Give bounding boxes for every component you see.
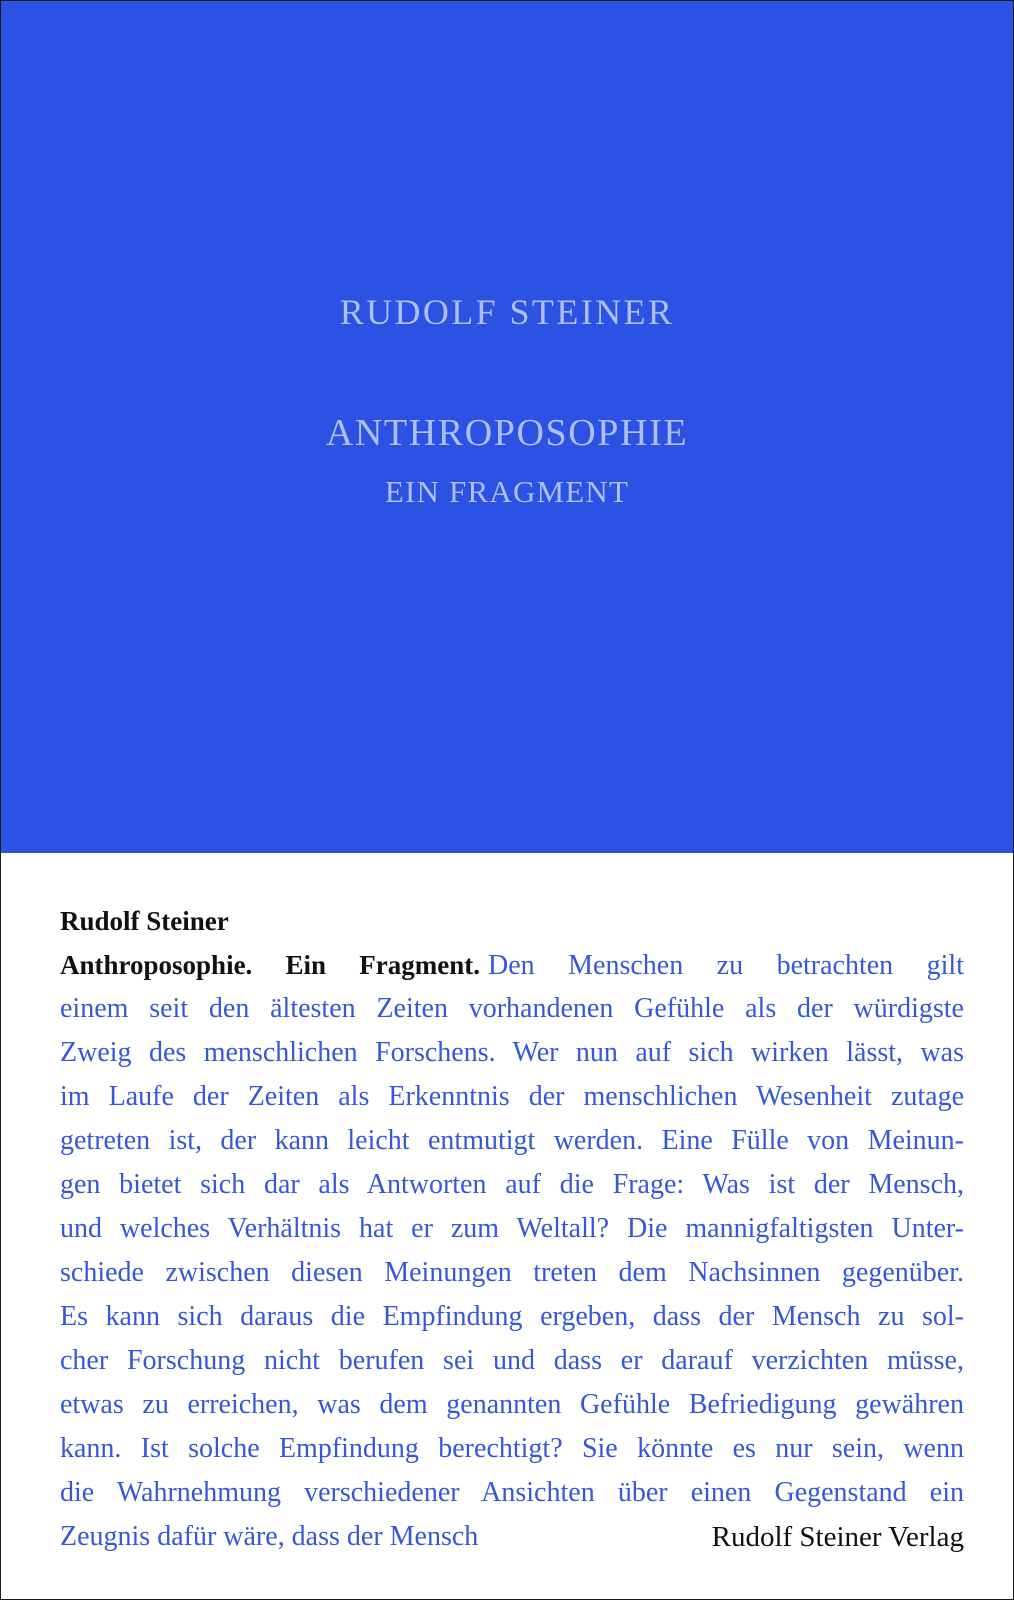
blurb-line: gen bietet sich dar als Antworten auf die Frage: Was ist der Mensch, (60, 1169, 964, 1200)
blurb-line (60, 1515, 964, 1559)
blurb-line: Anthroposophie. Ein Fragment. Den Menschen zu betrachten gilt (60, 950, 964, 981)
blurb-line: Zweig des menschlichen Forschens. Wer nun auf sich wirken lässt, was (60, 1037, 964, 1068)
cover-subtitle: EIN FRAGMENT (384, 474, 630, 509)
blurb-line: im Laufe der Zeiten als Erkenntnis der menschlichen Wesenheit zutage (60, 1081, 964, 1112)
blurb-line: einem seit den ältesten Zeiten vorhandenen Gefühle als der würdigste (60, 993, 964, 1024)
blurb-line: Es kann sich daraus die Empfindung ergeben, dass der Mensch zu sol- (60, 1301, 964, 1332)
blurb-line: cher Forschung nicht berufen sei und dass er darauf verzichten müsse, (60, 1345, 964, 1376)
blurb-line: die Wahrnehmung verschiedener Ansichten über einen Gegenstand ein (60, 1477, 964, 1508)
cover-color-panel (1, 1, 1013, 853)
blurb-last-text: Zeugnis dafür wäre, dass der Mensch (60, 1521, 479, 1552)
cover-author: RUDOLF STEINER (339, 292, 675, 332)
blurb-line: kann. Ist solche Empfindung berechtigt? Sie könnte es nur sein, wenn (60, 1433, 964, 1464)
blurb-section (60, 899, 964, 1559)
blurb-line: schiede zwischen diesen Meinungen treten dem Nachsinnen gegenüber. (60, 1257, 964, 1288)
cover-title: ANTHROPOSOPHIE (325, 412, 689, 454)
blurb-line: etwas zu erreichen, was dem genannten Gefühle Befriedigung gewähren (60, 1389, 964, 1420)
blurb-author: Rudolf Steiner (60, 906, 229, 936)
blurb-lead-title: Anthroposophie. Ein Fragment. (60, 950, 480, 980)
blurb-line: getreten ist, der kann leicht entmutigt werden. Eine Fülle von Meinun- (60, 1125, 964, 1156)
publisher-name: Rudolf Steiner Verlag (711, 1521, 964, 1553)
blurb-line: und welches Verhältnis hat er zum Weltall? Die mannigfaltigsten Unter- (60, 1213, 964, 1244)
